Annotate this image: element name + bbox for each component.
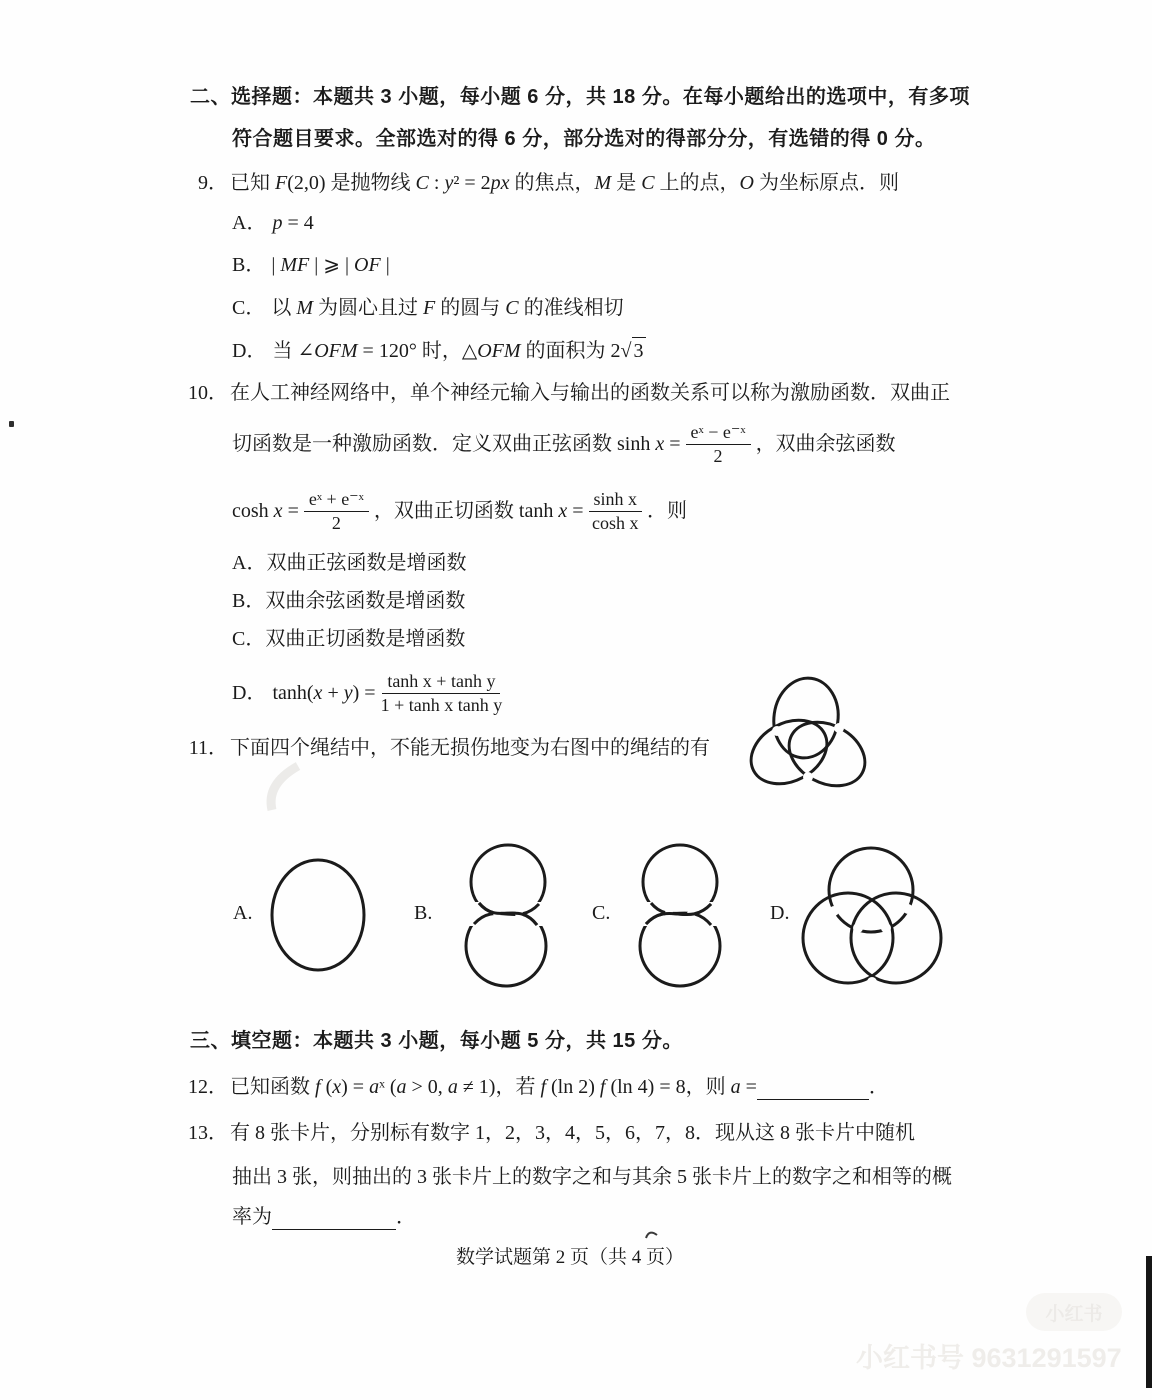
question-10-line3 (232, 480, 687, 542)
question-10-text-line3b (374, 498, 584, 524)
text-segment: tanh( (272, 682, 314, 704)
text-segment: x (273, 500, 283, 522)
question-13-line1 (186, 1120, 915, 1146)
trefoil-knot-figure (742, 676, 874, 800)
question-10-option-d (232, 664, 507, 722)
text-segment: = 120° (357, 339, 422, 362)
page-footer: 数学试题第 2 页（共 4 页） (455, 1247, 684, 1268)
sentence-period: ． (396, 1206, 416, 1228)
text-segment: a (369, 1076, 380, 1098)
fraction-denominator: 2 (713, 445, 723, 466)
text-segment: ≠ 1) (457, 1076, 496, 1098)
text-segment: ，双曲余弦函数 (755, 433, 896, 455)
text-segment: y (343, 682, 353, 704)
knot-option-d-letter: D. (770, 902, 790, 924)
text-segment: = 4 (282, 212, 314, 234)
knot-b-figure (446, 842, 568, 988)
text-segment: C (415, 172, 429, 194)
question-9-option-b (232, 252, 390, 278)
text-segment: ∠ (297, 339, 315, 362)
text-segment: | (380, 254, 390, 276)
text-segment: a (730, 1076, 741, 1098)
option-d-label: D． (232, 682, 267, 704)
text-segment: f (540, 1076, 547, 1098)
text-segment: 的面积为 (520, 339, 611, 362)
text-segment: sinh (617, 433, 656, 455)
text-segment: ，若 (495, 1076, 541, 1098)
cosh-fraction (304, 489, 369, 534)
fraction-numerator: tanh x + tanh y (382, 671, 500, 694)
option-c-text (271, 295, 623, 321)
text-segment: 为圆心且过 (313, 297, 424, 319)
text-segment: y (444, 172, 454, 194)
option-d-label: D． (232, 339, 267, 362)
question-9-option-a (232, 210, 314, 236)
option-b-text (271, 252, 389, 278)
sinh-fraction (686, 422, 751, 467)
answer-blank (757, 1078, 869, 1100)
text-segment: ) = (352, 682, 376, 704)
text-segment: | (271, 254, 281, 276)
faint-watermark-arc (258, 762, 304, 814)
question-9-number: 9． (198, 172, 228, 194)
text-segment: C (505, 297, 519, 319)
knot-a-figure (268, 856, 368, 974)
fraction-denominator: 2 (331, 512, 341, 533)
option-a-label: A． (232, 212, 267, 234)
knot-option-a-letter: A. (233, 902, 253, 924)
tanh-fraction (589, 489, 643, 534)
text-segment: x (558, 500, 568, 522)
option-b-label: B． (232, 254, 266, 276)
text-segment: F (275, 172, 288, 194)
text-segment: 时， (421, 339, 462, 362)
fraction-denominator: cosh x (592, 512, 639, 533)
question-13-line2: 抽出 3 张，则抽出的 3 张卡片上的数字之和与其余 5 张卡片上的数字之和相等的概 (232, 1166, 952, 1188)
xiaohongshu-id-watermark: 小红书号 9631291597 (856, 1343, 1122, 1373)
text-segment: = (664, 433, 681, 455)
fraction-numerator: sinh x (589, 489, 643, 512)
page-edge-shadow (1146, 1256, 1152, 1388)
option-a-text (272, 210, 313, 236)
question-9-option-c (232, 295, 624, 321)
text-segment: 是 (611, 172, 642, 194)
margin-speck (9, 421, 14, 427)
text-segment: 以 (271, 297, 297, 319)
question-10-number: 10． (188, 382, 228, 404)
question-11-stem (186, 735, 710, 761)
question-12-number: 12． (188, 1076, 228, 1098)
text-segment: 是抛物线 (325, 172, 416, 194)
text-segment: | ⩾ | (309, 254, 355, 276)
option-d-text (272, 680, 375, 706)
text-segment: p (272, 212, 283, 234)
text-segment: 当 (272, 339, 298, 362)
question-10-text-line3c (647, 498, 687, 524)
question-13-line3 (232, 1204, 416, 1230)
text-segment: 2√ (610, 339, 632, 362)
question-13-text-line3: 率为 (232, 1206, 272, 1228)
text-segment: F (423, 297, 436, 319)
text-segment: ) = (341, 1076, 370, 1098)
text-segment: 已知 (230, 172, 275, 194)
text-segment: OFM (314, 339, 358, 362)
text-segment: ，则 (685, 1076, 731, 1098)
text-segment: OF (354, 254, 381, 276)
knot-option-b-letter: B. (414, 902, 433, 924)
text-segment: M (594, 172, 612, 194)
tanh-sum-fraction (381, 671, 503, 716)
text-segment: + (322, 682, 344, 704)
question-10-text-line3a (232, 498, 299, 524)
text-segment: ( (384, 1076, 397, 1098)
text-segment: f (599, 1076, 606, 1098)
scan-artifact-mark (644, 1228, 660, 1240)
text-segment: = (282, 500, 299, 522)
text-segment: = (740, 1076, 757, 1098)
answer-blank (272, 1208, 396, 1230)
text-segment: 的圆与 (435, 297, 506, 319)
question-12-text (230, 1074, 757, 1100)
question-9-stem (186, 170, 899, 196)
question-10-option-c: C．双曲正切函数是增函数 (232, 628, 466, 650)
question-13-text-line1: 有 8 张卡片，分别标有数字 1，2，3，4，5，6，7，8．现从这 8 张卡片中随机 (230, 1122, 915, 1144)
question-10-line2 (232, 413, 896, 475)
section3-header: 三、填空题：本题共 3 小题，每小题 5 分，共 15 分。 (190, 1030, 683, 1052)
question-9-option-d (232, 337, 646, 364)
text-segment: M (296, 297, 314, 319)
text-segment: x (655, 433, 665, 455)
knot-option-c-letter: C. (592, 902, 611, 924)
text-segment: OFM (477, 339, 521, 362)
text-segment: (ln 4) = 8 (605, 1076, 686, 1098)
option-c-label: C． (232, 297, 266, 319)
sentence-period: ． (868, 1076, 889, 1098)
text-segment: O (739, 172, 754, 194)
question-13-number: 13． (188, 1122, 228, 1144)
text-segment: px (490, 172, 510, 194)
section2-header-line1: 二、选择题：本题共 3 小题，每小题 6 分，共 18 分。在每小题给出的选项中，有多项 (190, 86, 970, 108)
text-segment: 上的点， (654, 172, 740, 194)
text-segment: 为坐标原点．则 (753, 172, 899, 194)
text-segment: x (332, 1076, 342, 1098)
question-10-text-line2a (232, 431, 681, 457)
sqrt-argument: 3 (632, 337, 646, 364)
question-11-text: 下面四个绳结中，不能无损伤地变为右图中的绳结的有 (230, 737, 710, 759)
text-segment: : (428, 172, 445, 194)
fraction-denominator: 1 + tanh x tanh y (380, 694, 503, 715)
text-segment: ．则 (647, 500, 688, 522)
text-segment: f (315, 1076, 321, 1098)
fraction-numerator: eˣ − e⁻ˣ (686, 422, 751, 445)
text-segment: MF (280, 254, 310, 276)
text-segment: tanh (518, 500, 559, 522)
section2-header-line2: 符合题目要求。全部选对的得 6 分，部分选对的得部分分，有选错的得 0 分。 (232, 128, 936, 150)
text-segment: ² = 2 (453, 172, 491, 194)
text-segment: ，双曲正切函数 (373, 500, 519, 522)
text-segment: cosh (232, 500, 274, 522)
text-segment: 的准线相切 (518, 297, 624, 319)
text-segment: a (396, 1076, 407, 1098)
text-segment: a (447, 1076, 458, 1098)
knot-d-figure (798, 838, 944, 1000)
text-segment: ˣ (379, 1076, 385, 1098)
text-segment: ( (320, 1076, 333, 1098)
text-segment: 已知函数 (230, 1076, 315, 1098)
question-10-text-line2b (756, 431, 896, 457)
text-segment: > 0, (406, 1076, 448, 1098)
question-9-text (230, 170, 899, 196)
text-segment: C (641, 172, 655, 194)
text-segment: 的焦点， (509, 172, 595, 194)
text-segment: 切函数是一种激励函数．定义双曲正弦函数 (232, 433, 617, 455)
question-12 (186, 1074, 889, 1100)
text-segment: = (567, 500, 584, 522)
question-11-number: 11． (188, 737, 228, 759)
text-segment: x (313, 682, 323, 704)
question-10-line1 (186, 380, 950, 406)
question-10-option-a: A．双曲正弦函数是增函数 (232, 552, 467, 574)
text-segment: (ln 2) (546, 1076, 600, 1098)
question-10-text-line1: 在人工神经网络中，单个神经元输入与输出的函数关系可以称为激励函数．双曲正 (230, 382, 950, 404)
text-segment: △ (461, 339, 478, 362)
text-segment: (2,0) (287, 172, 326, 194)
question-10-option-b: B．双曲余弦函数是增函数 (232, 590, 466, 612)
xiaohongshu-badge: 小红书 (1026, 1293, 1122, 1331)
knot-c-figure (620, 842, 742, 988)
option-d-text (272, 338, 631, 364)
fraction-numerator: eˣ + e⁻ˣ (304, 489, 369, 512)
